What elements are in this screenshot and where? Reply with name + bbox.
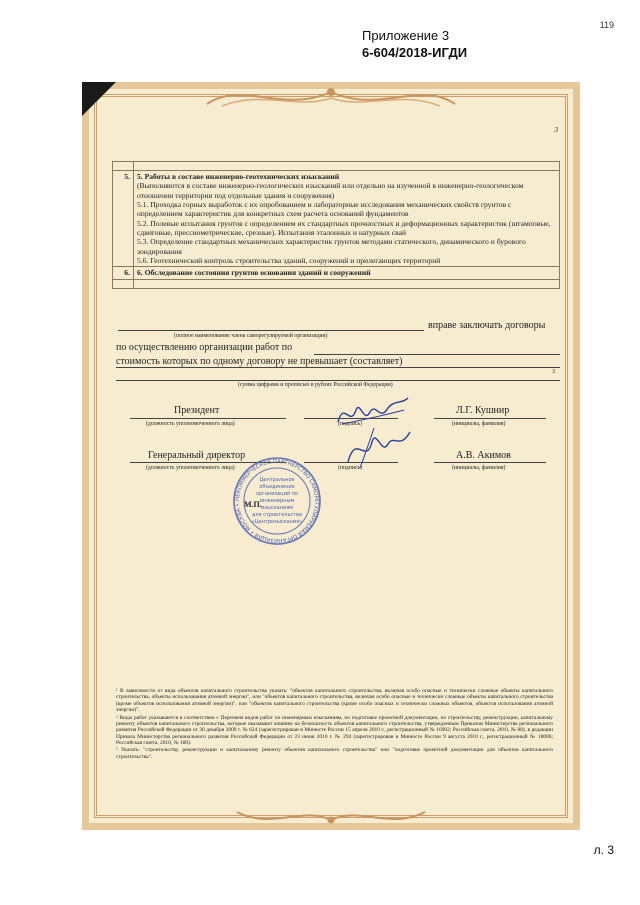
stamp-line: изысканиям — [261, 505, 293, 511]
stamp-line: объединение — [259, 484, 295, 490]
stamp-line: для строительства — [251, 512, 303, 518]
name-line — [434, 418, 546, 419]
folded-corner — [82, 82, 116, 116]
signature-caption: (подпись) — [338, 465, 363, 471]
name-line — [434, 462, 546, 463]
stamp-line: «Центризыскания» — [251, 519, 303, 525]
row-number: 5. — [113, 171, 134, 267]
signatory-name: Л.Г. Кушнир — [456, 405, 510, 416]
right-to-contract: вправе заключать договоры — [428, 320, 546, 331]
member-caption: (полное наименование члена саморегулируемой организации) — [174, 333, 328, 339]
signatory-position: Президент — [174, 405, 220, 416]
works-line — [314, 354, 560, 355]
footnote-ref: 3 — [552, 369, 555, 375]
certificate-page-marker: 3 — [554, 126, 558, 134]
sum-caption: (сумма цифрами и прописью в рублях Российской Федерации) — [238, 382, 393, 388]
stamp-line: организаций по — [256, 491, 298, 497]
certificate-scan — [82, 82, 580, 830]
signatory-name: А.В. Акимов — [456, 450, 511, 461]
bottom-ornament — [232, 808, 430, 828]
work-line: 5.1. Проходка горных выработок с их опробованием и лабораторные исследования механических свойств грунтов с определением характеристик для конкретных схем расчета оснований фундаментов — [137, 199, 512, 219]
table-row — [113, 279, 560, 288]
stamp-line: Центральное — [259, 477, 295, 483]
row-number: 6. — [113, 267, 134, 279]
work-line: 5.2. Полевые испытания грунтов с определением их стандартных прочностных и деформационных характеристик (штамповые, сдвиговые, прессиометрические, срезные). Испытания эталонных и натурных свай — [137, 218, 551, 237]
sum-line — [116, 380, 560, 381]
work-heading: 6. Обследование состояния грунтов основания зданий и сооружений — [137, 268, 371, 278]
position-line — [130, 418, 286, 419]
director-signature — [340, 422, 420, 472]
work-line: 5.3. Определение стандартных механических характеристик грунтов методами статического, динамического и бурового зондирования — [137, 237, 526, 256]
work-line: 5.6. Геотехнический контроль строительства зданий, сооружений и прилегающих территорий — [137, 255, 441, 265]
sheet-number: л. 3 — [593, 843, 614, 857]
annex-code: 6-604/2018-ИГДИ — [362, 45, 468, 60]
annex-title: Приложение 3 — [362, 28, 450, 43]
initials-caption: (инициалы, фамилия) — [452, 465, 506, 471]
stamp-ring-text: НЕКОММЕРЧЕСКОЕ ПАРТНЕРСТВО САМОРЕГУЛИРУЕМАЯ ОРГАНИЗАЦИЯ • МОСКВА • — [234, 458, 320, 544]
position-caption: (должность уполномоченного лица) — [146, 421, 235, 427]
cost-phrase: стоимость которых по одному договору не превышает (составляет) — [116, 356, 403, 367]
work-line: (Выполняются в составе инженерно-геологических изысканий или отдельно на изученной в инженерно-геологическом отношении территории под отдельные здания и сооружения) — [137, 181, 524, 200]
signature-caption: (подпись) — [338, 421, 363, 427]
top-ornament — [202, 84, 460, 110]
footnotes — [116, 688, 553, 761]
seal-place-mark: М.П. — [244, 500, 262, 509]
works-table — [112, 161, 560, 289]
footnote: ² Виды работ указываются в соответствии с Перечнем видов работ по инженерным изысканиям, по подготовке проектной документации, по строительству, реконструкции, капитальному ремонту объектов капитального строительства, которые оказывают влияние на безопасность объектов капитального строительства, утвержденным Приказом Министерства регионального развития Российской Федерации от 30 декабря 2009 г. № 624 (зарегистрирован в Минюсте России 15 апреля 2010 г., регистрационный № 16902; Российская газета, 2010, № 88), в редакции Приказа Министерства регионального развития Российской Федерации от 23 июня 2010 г. № 294 (зарегистрирован в Минюсте России 9 августа 2010 г., регистрационный № 18086; Российская газета, 2010, № 180). — [116, 714, 553, 746]
table-row — [113, 162, 560, 171]
signatory-position: Генеральный директор — [148, 450, 246, 461]
initials-caption: (инициалы, фамилия) — [452, 421, 506, 427]
footnote: ³ Указать: "строительству, реконструкции и капитальному ремонту объектов капитального строительства" или "подготовке проектной документации для объектов капитального строительства". — [116, 747, 553, 760]
footnote: ¹ В зависимости от вида объектов капитального строительства указать: "объектов капитального строительства, включая особо опасные и технически сложные объекты капитального строительства, объекты использования атомной энергии", или "объектов капитального строительства, включая особо опасные и технически сложные объекты капитального строительства (кроме объектов использования атомной энергии)", или "объектов капитального строительства (кроме особо опасных и технически сложных объектов, объектов использования атомной энергии)". — [116, 688, 553, 714]
table-row — [113, 267, 560, 279]
member-name-line — [118, 330, 424, 331]
stamp-line: инженерным — [259, 498, 295, 504]
position-caption: (должность уполномоченного лица) — [146, 465, 235, 471]
table-row — [113, 171, 560, 267]
page-number: 119 — [599, 20, 614, 30]
work-heading: 5. Работы в составе инженерно-геотехнических изысканий — [137, 172, 340, 181]
works-line-2 — [116, 367, 560, 368]
works-phrase: по осуществлению организации работ по — [116, 342, 293, 353]
